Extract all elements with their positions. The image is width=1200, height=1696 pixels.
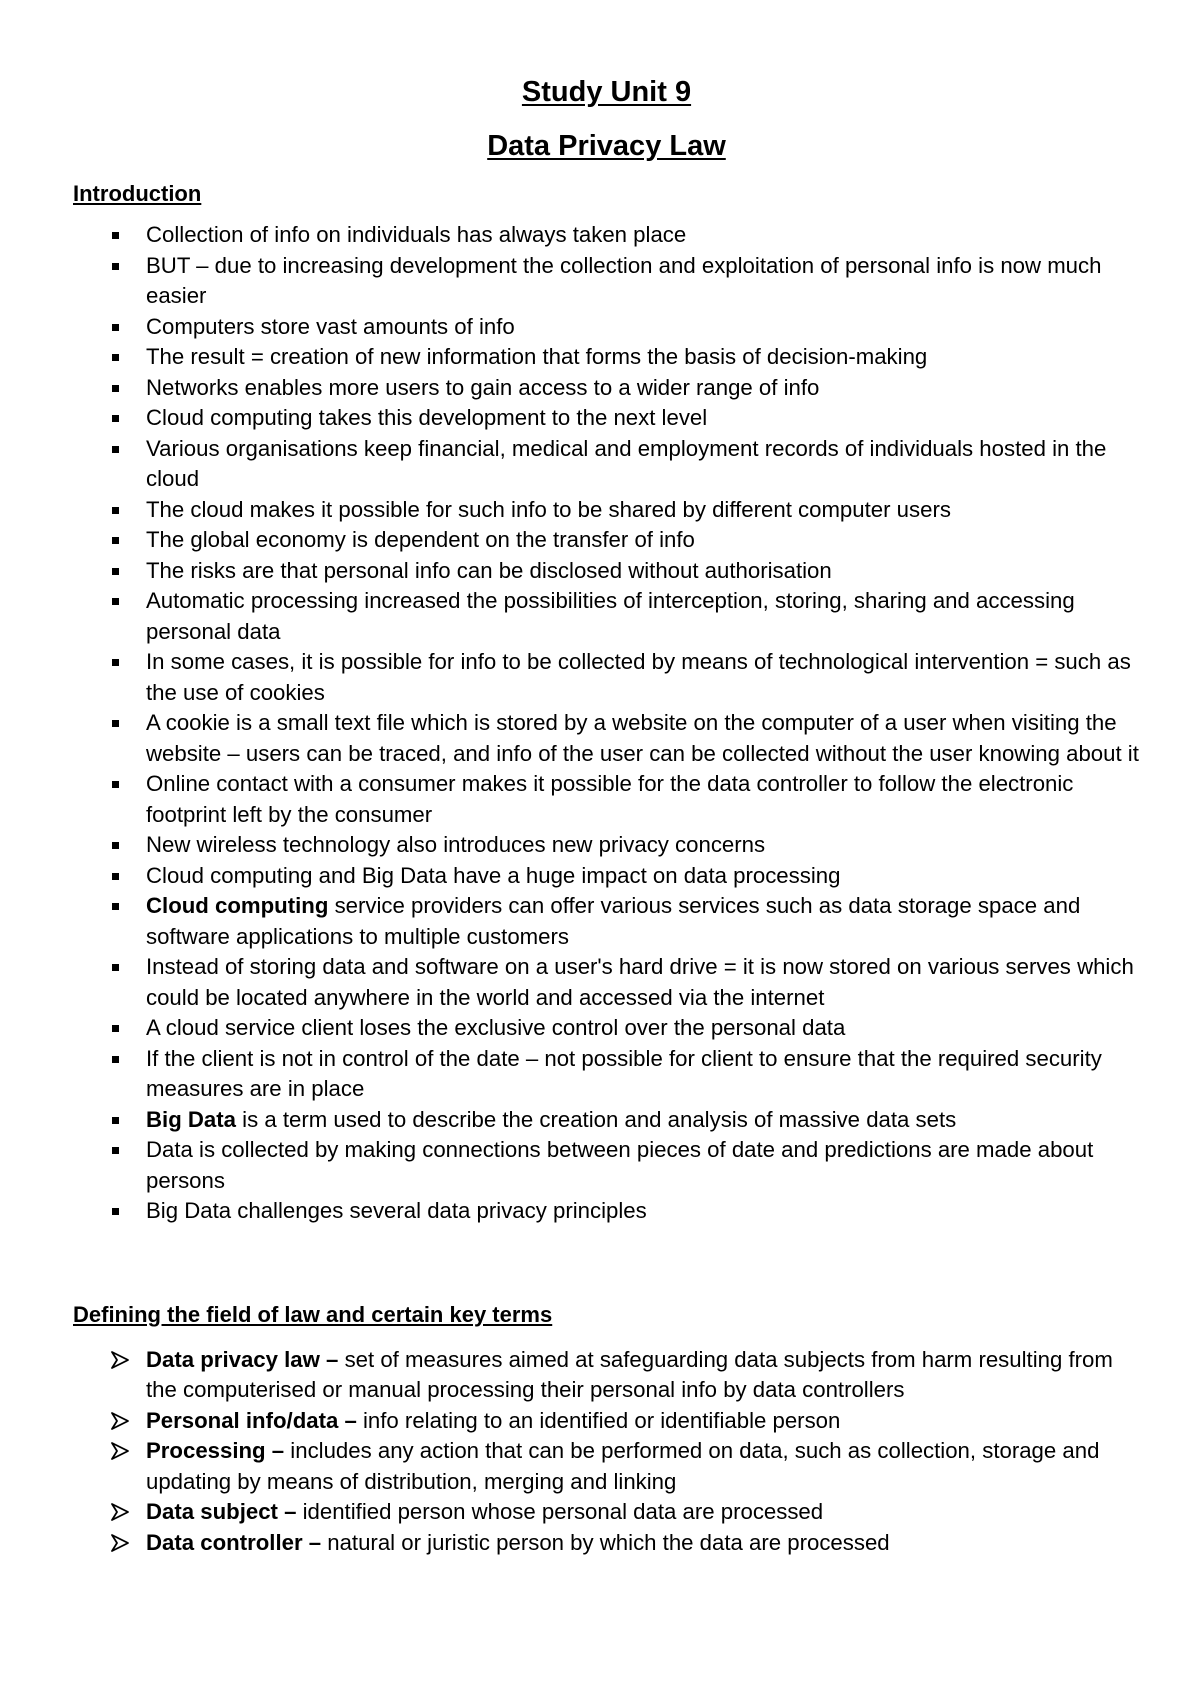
bullet-text: Automatic processing increased the possibilities of interception, storing, sharing and accessing personal data (146, 588, 1075, 644)
square-bullet-icon (112, 659, 119, 666)
bullet-item (146, 342, 1140, 373)
arrowhead-bullet-icon (110, 1501, 130, 1523)
bullet-text: Computers store vast amounts of info (146, 313, 515, 339)
arrowhead-bullet-icon (110, 1532, 130, 1554)
bullet-item (146, 373, 1140, 404)
bullet-term: Cloud computing (146, 893, 329, 918)
arrowhead-bullet-icon (110, 1410, 130, 1432)
bullet-item (146, 891, 1140, 952)
bullet-item (146, 403, 1140, 434)
bullet-text: The result = creation of new information that forms the basis of decision-making (146, 344, 928, 369)
bullet-item (146, 830, 1140, 861)
definition-text: identified person whose personal data are processed (302, 1499, 824, 1524)
definition-text: includes any action that can be performed on data, such as collection, storage and updating by means of distribution, merging and linking (146, 1438, 1100, 1494)
arrowhead-bullet-icon (110, 1440, 130, 1462)
square-bullet-icon (112, 232, 119, 239)
bullet-item (146, 1105, 1140, 1136)
square-bullet-icon (112, 446, 119, 453)
bullet-item (146, 1135, 1140, 1196)
square-bullet-icon (112, 507, 119, 514)
bullet-item (146, 647, 1140, 708)
bullet-text: is a term used to describe the creation and analysis of massive data sets (236, 1106, 957, 1132)
bullet-item (146, 1196, 1140, 1227)
definition-text: set of measures aimed at safeguarding data subjects from harm resulting from the computerised or manual processing their personal info by data controllers (146, 1346, 1113, 1402)
bullet-text: Big Data challenges several data privacy principles (146, 1198, 647, 1223)
square-bullet-icon (112, 1025, 119, 1032)
bullet-text: Instead of storing data and software on a user's hard drive = it is now stored on various serves which could be located anywhere in the world and accessed via the internet (146, 954, 1134, 1010)
definition-term: Data subject – (146, 1499, 303, 1524)
bullet-text: Cloud computing and Big Data have a huge impact on data processing (146, 862, 841, 888)
definition-item (146, 1436, 1140, 1497)
bullet-text: New wireless technology also introduces new privacy concerns (146, 832, 766, 857)
bullet-text: The risks are that personal info can be disclosed without authorisation (146, 557, 832, 583)
section-heading-introduction: Introduction (73, 181, 202, 206)
bullet-text: Networks enables more users to gain access to a wider range of info (146, 374, 820, 400)
square-bullet-icon (112, 964, 119, 971)
square-bullet-icon (112, 842, 119, 849)
square-bullet-icon (112, 1208, 119, 1215)
bullet-text: A cookie is a small text file which is stored by a website on the computer of a user when visiting the website – users can be traced, and info of the user can be collected without the user knowing about it (146, 710, 1139, 766)
square-bullet-icon (112, 354, 119, 361)
definition-text: info relating to an identified or identifiable person (363, 1407, 841, 1433)
square-bullet-icon (112, 385, 119, 392)
bullet-text: The global economy is dependent on the transfer of info (146, 527, 695, 552)
definition-term: Processing – (146, 1438, 291, 1463)
bullet-text: Various organisations keep financial, medical and employment records of individuals hosted in the cloud (146, 435, 1107, 491)
bullet-term: Big Data (146, 1106, 236, 1132)
section-heading-definitions: Defining the field of law and certain key terms (73, 1301, 553, 1327)
definition-text: natural or juristic person by which the data are processed (327, 1529, 890, 1555)
square-bullet-icon (112, 720, 119, 727)
definition-item (146, 1406, 1140, 1437)
bullet-item (146, 1013, 1140, 1044)
square-bullet-icon (112, 1117, 119, 1124)
introduction-bullet-list (73, 220, 1140, 1227)
bullet-item (146, 525, 1140, 556)
arrowhead-bullet-icon (110, 1349, 130, 1371)
square-bullet-icon (112, 598, 119, 605)
definition-item (146, 1528, 1140, 1559)
definition-item (146, 1345, 1140, 1406)
bullet-text: Cloud computing takes this development to the next level (146, 405, 708, 430)
definition-term: Personal info/data – (146, 1407, 363, 1433)
square-bullet-icon (112, 1056, 119, 1063)
bullet-item (146, 220, 1140, 251)
bullet-text: The cloud makes it possible for such info to be shared by different computer users (146, 496, 951, 522)
square-bullet-icon (112, 324, 119, 331)
bullet-item (146, 251, 1140, 312)
square-bullet-icon (112, 1147, 119, 1154)
bullet-item (146, 861, 1140, 892)
bullet-text: Data is collected by making connections between pieces of date and predictions are made about persons (146, 1137, 1094, 1193)
bullet-text: Online contact with a consumer makes it possible for the data controller to follow the electronic footprint left by the consumer (146, 771, 1074, 827)
bullet-item (146, 556, 1140, 587)
square-bullet-icon (112, 781, 119, 788)
square-bullet-icon (112, 537, 119, 544)
bullet-item (146, 312, 1140, 343)
definitions-list (73, 1345, 1140, 1559)
bullet-text: BUT – due to increasing development the collection and exploitation of personal info is now much easier (146, 252, 1102, 308)
document-title: Study Unit 9 (521, 76, 692, 108)
bullet-item (146, 586, 1140, 647)
square-bullet-icon (112, 873, 119, 880)
definition-term: Data controller – (146, 1529, 328, 1555)
bullet-text: service providers can offer various services such as data storage space and software applications to multiple customers (146, 893, 1081, 949)
bullet-text: If the client is not in control of the date – not possible for client to ensure that the required security measures are in place (146, 1045, 1102, 1101)
bullet-item (146, 434, 1140, 495)
bullet-text: In some cases, it is possible for info to be collected by means of technological intervention = such as the use of cookies (146, 649, 1131, 705)
definition-term: Data privacy law – (146, 1346, 345, 1372)
bullet-text: Collection of info on individuals has always taken place (146, 222, 687, 247)
square-bullet-icon (112, 263, 119, 270)
definition-item (146, 1497, 1140, 1528)
bullet-item (146, 1044, 1140, 1105)
bullet-item (146, 952, 1140, 1013)
bullet-item (146, 708, 1140, 769)
bullet-item (146, 495, 1140, 526)
square-bullet-icon (112, 568, 119, 575)
square-bullet-icon (112, 415, 119, 422)
document-subtitle: Data Privacy Law (487, 130, 726, 162)
bullet-item (146, 769, 1140, 830)
bullet-text: A cloud service client loses the exclusive control over the personal data (146, 1015, 846, 1040)
square-bullet-icon (112, 903, 119, 910)
